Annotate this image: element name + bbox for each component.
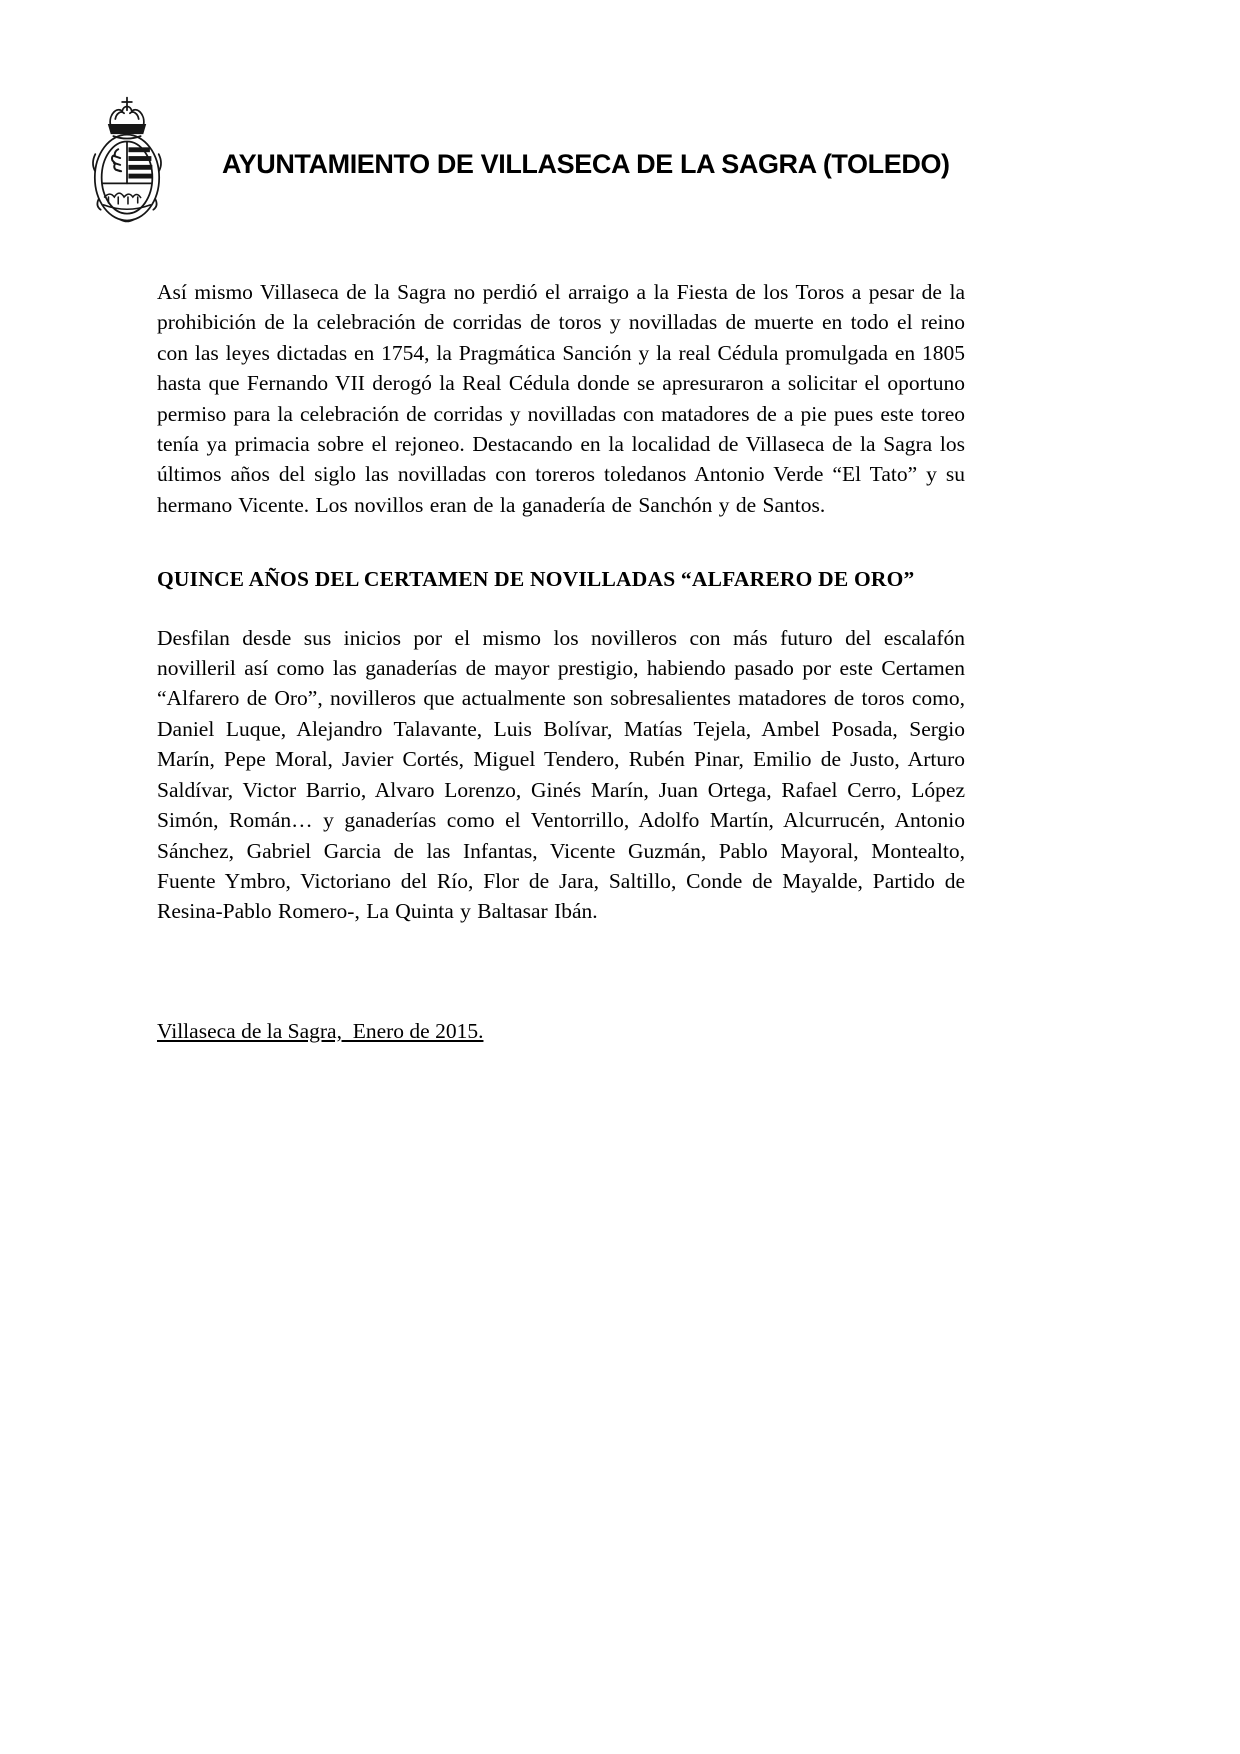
coat-of-arms-icon (88, 94, 166, 226)
paragraph-certamen: Desfilan desde sus inicios por el mismo los novilleros con más futuro del escalafón novilleril así como las ganaderías de mayor prestigio, habiendo pasado por este Certamen “Alfarero de Oro”, novilleros que actualmente son sobresalientes matadores de toros como, Daniel Luque, Alejandro Talavante, Luis Bolívar, Matías Tejela, Ambel Posada, Sergio Marín, Pepe Moral, Javier Cortés, Miguel Tendero, Rubén Pinar, Emilio de Justo, Arturo Saldívar, Victor Barrio, Alvaro Lorenzo, Ginés Marín, Juan Ortega, Rafael Cerro, López Simón, Román… y ganaderías como el Ventorrillo, Adolfo Martín, Alcurrucén, Antonio Sánchez, Gabriel Garcia de las Infantas, Vicente Guzmán, Pablo Mayoral, Montealto, Fuente Ymbro, Victoriano del Río, Flor de Jara, Saltillo, Conde de Mayalde, Partido de Resina-Pablo Romero-, La Quinta y Baltasar Ibán. (157, 625, 965, 924)
shield-landscape (104, 193, 151, 209)
paragraph-history: Así mismo Villaseca de la Sagra no perdió el arraigo a la Fiesta de los Toros a pesar de la prohibición de la celebración de corridas de toros y novilladas de muerte en todo el reino con las leyes dictadas en 1754, la Pragmática Sanción y la real Cédula promulgada en 1805 hasta que Fernando VII derogó la Real Cédula donde se apresuraron a solicitar el oportuno permiso para la celebración de corridas y novilladas con matadores de a pie pues este toreo tenía ya primacia sobre el rejoneo. Destacando en la localidad de Villaseca de la Sagra los últimos años del siglo las novilladas con toreros toledanos Antonio Verde “El Tato” y su hermano Vicente. Los novillos eran de la ganadería de Sanchón y de Santos. (157, 280, 965, 517)
shield-lion (112, 149, 121, 171)
villaseca-coat-of-arms-logo (88, 94, 166, 226)
page-title: AYUNTAMIENTO DE VILLASECA DE LA SAGRA (TOLEDO) (222, 149, 950, 179)
document-body (157, 277, 965, 927)
shield-bars (128, 147, 152, 178)
section-heading-certamen: QUINCE AÑOS DEL CERTAMEN DE NOVILLADAS “ALFARERO DE ORO” (157, 567, 915, 592)
dateline: Villaseca de la Sagra, Enero de 2015. (157, 1019, 484, 1043)
